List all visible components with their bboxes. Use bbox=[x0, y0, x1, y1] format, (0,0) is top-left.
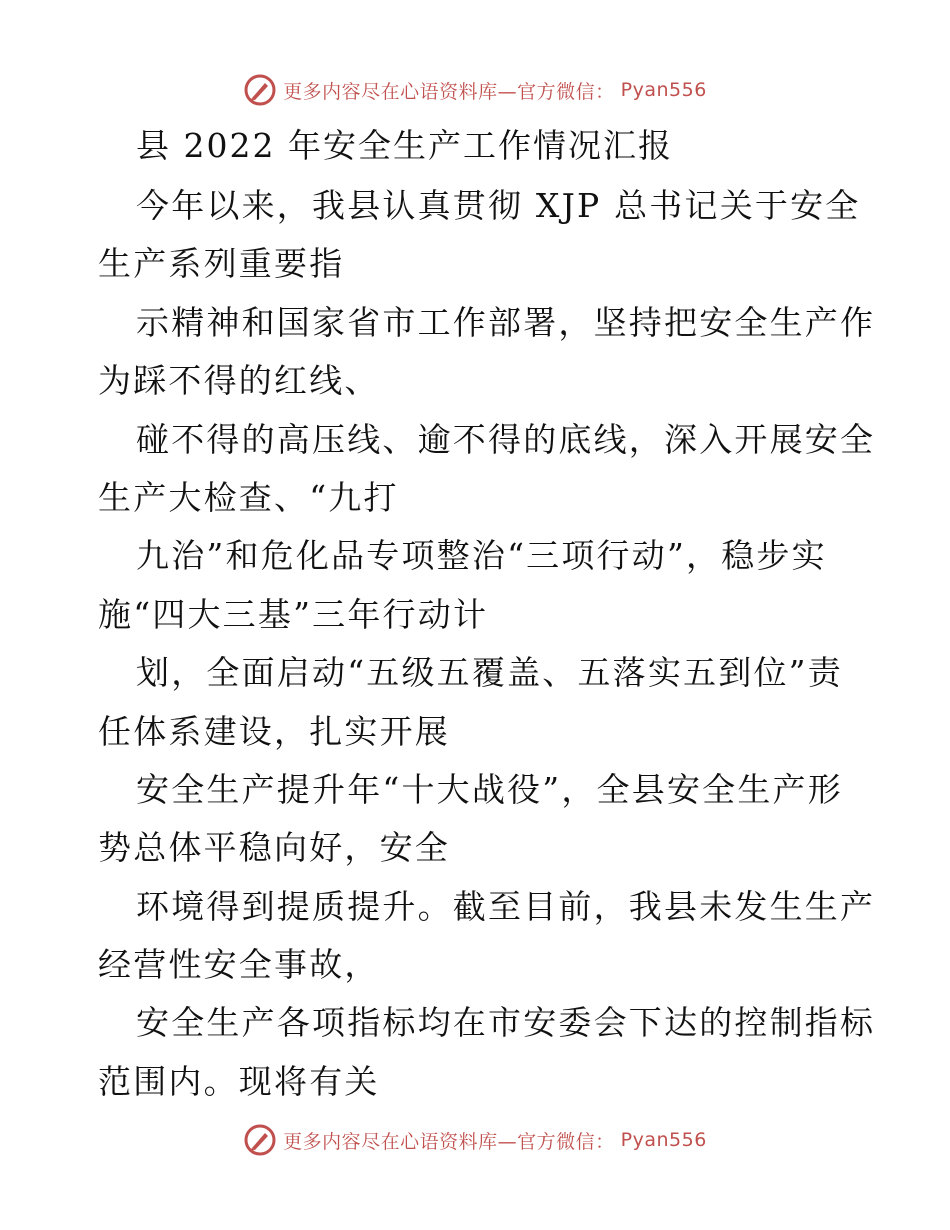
pen-circle-logo-icon bbox=[243, 73, 277, 107]
paragraph-line: 安全生产提升年“十大战役”，全县安全生产形 bbox=[136, 769, 843, 809]
paragraph-line: 势总体平稳向好，安全 bbox=[98, 828, 450, 868]
paragraph-line: 九治”和危化品专项整治“三项行动”，稳步实 bbox=[136, 536, 827, 576]
paragraph-line: 安全生产各项指标均在市安委会下达的控制指标 bbox=[136, 1003, 876, 1043]
paragraph-line: 生产大检查、“九打 bbox=[98, 477, 399, 517]
watermark-text: 更多内容尽在心语资料库—官方微信： bbox=[283, 1130, 615, 1153]
watermark-handle: Pyan556 bbox=[620, 79, 707, 101]
paragraph-line: 范围内。现将有关 bbox=[98, 1061, 380, 1101]
paragraph-line: 为踩不得的红线、 bbox=[98, 361, 380, 401]
paragraph-line: 经营性安全事故， bbox=[98, 945, 380, 985]
paragraph-line: 碰不得的高压线、逾不得的底线，深入开展安全 bbox=[136, 419, 876, 459]
paragraph-line: 生产系列重要指 bbox=[98, 244, 345, 284]
document-body bbox=[98, 115, 876, 1111]
paragraph-line: 今年以来，我县认真贯彻 XJP 总书记关于安全 bbox=[136, 186, 861, 225]
watermark-handle: Pyan556 bbox=[620, 1129, 707, 1151]
paragraph-line: 划，全面启动“五级五覆盖、五落实五到位”责 bbox=[136, 653, 843, 693]
pen-circle-logo-icon bbox=[243, 1123, 277, 1157]
paragraph-line: 任体系建设，扎实开展 bbox=[98, 711, 450, 751]
document-title: 县 2022 年安全生产工作情况汇报 bbox=[136, 126, 673, 165]
watermark-banner-bottom bbox=[0, 1120, 950, 1160]
paragraph-line: 示精神和国家省市工作部署，坚持把安全生产作 bbox=[136, 302, 876, 342]
paragraph-line: 环境得到提质提升。截至目前，我县未发生生产 bbox=[136, 886, 876, 926]
watermark-banner-top bbox=[0, 70, 950, 110]
watermark-text: 更多内容尽在心语资料库—官方微信： bbox=[283, 80, 615, 103]
paragraph-line: 施“四大三基”三年行动计 bbox=[98, 594, 489, 634]
